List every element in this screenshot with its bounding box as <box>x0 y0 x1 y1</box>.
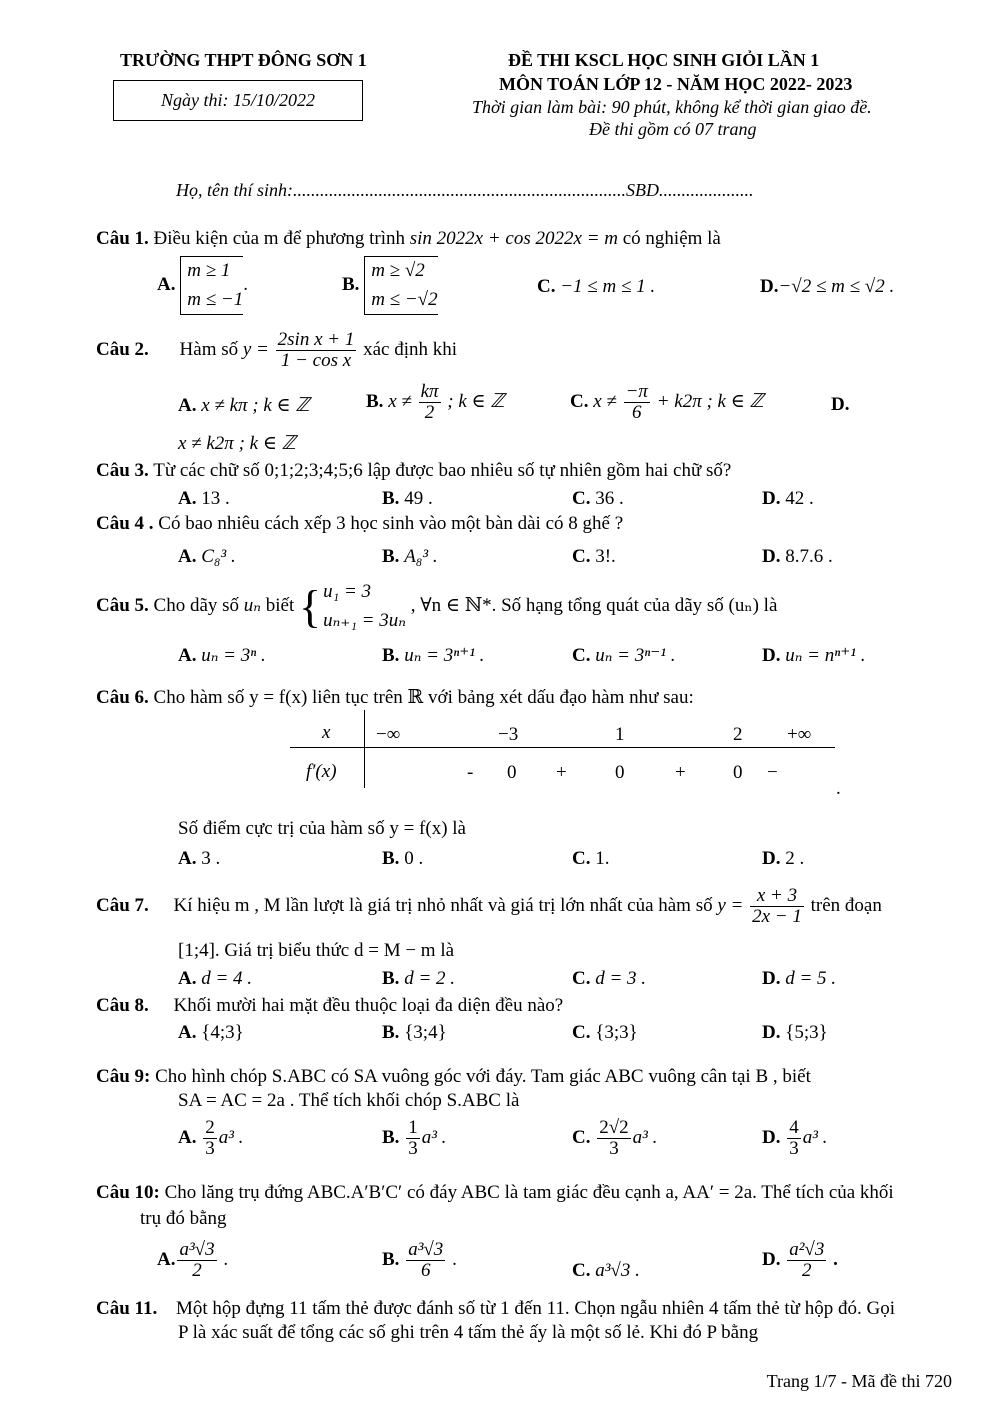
q6-option-d[interactable]: D. 2 . <box>762 848 805 869</box>
table-sign: + <box>556 762 567 783</box>
table-x-label: x <box>322 722 331 743</box>
q4-option-d[interactable]: D. 8.7.6 . <box>762 546 833 567</box>
q8-option-b[interactable]: B. {3;4} <box>382 1022 447 1043</box>
table-x-value: −∞ <box>376 724 401 745</box>
q5-option-c[interactable]: C. uₙ = 3ⁿ⁻¹ . <box>572 645 676 666</box>
question-9-line2: SA = AC = 2a . Thể tích khối chóp S.ABC là <box>178 1090 520 1111</box>
table-x-value: −3 <box>498 724 519 745</box>
exam-date: Ngày thi: 15/10/2022 <box>161 90 315 110</box>
q7-option-b[interactable]: B. d = 2 . <box>382 968 456 989</box>
q1-option-b[interactable]: B. m ≥ √2 m ≤ −√2 <box>342 256 438 315</box>
q4-option-a[interactable]: A. C₈³ . <box>178 546 236 567</box>
question-8: Câu 8. Khối mười hai mặt đều thuộc loại đa diện đều nào? <box>96 995 564 1016</box>
q1-option-a[interactable]: A. m ≥ 1 m ≤ −1. <box>157 256 248 315</box>
exam-title: ĐỀ THI KSCL HỌC SINH GIỎI LẦN 1 <box>508 50 820 70</box>
table-x-value: 2 <box>733 724 743 745</box>
question-11: Câu 11. Một hộp đựng 11 tấm thẻ được đánh số từ 1 đến 11. Chọn ngẫu nhiên 4 tấm thẻ từ hộp đó. Gọi <box>96 1298 895 1319</box>
q2-option-d[interactable]: x ≠ k2π ; k ∈ ℤ <box>178 433 296 454</box>
q9-option-c[interactable]: C. $\frac{2√2}{3}$ a³ . <box>572 1117 658 1159</box>
q4-option-b[interactable]: B. A₈³ . <box>382 546 438 567</box>
q8-option-d[interactable]: D. {5;3} <box>762 1022 828 1043</box>
table-sign: 0 <box>615 762 625 783</box>
question-10: Câu 10: Cho lăng trụ đứng ABC.A′B′C′ có đáy ABC là tam giác đều cạnh a, AA′ = 2a. Thể tích của khối <box>96 1182 894 1203</box>
school-name: TRƯỜNG THPT ĐÔNG SƠN 1 <box>120 50 367 70</box>
q6-option-b[interactable]: B. 0 . <box>382 848 424 869</box>
question-1: Câu 1. Điều kiện của m để phương trình sin 2022x + cos 2022x = m có nghiệm là <box>96 228 721 249</box>
question-6: Câu 6. Cho hàm số y = f(x) liên tục trên ℝ với bảng xét dấu đạo hàm như sau: <box>96 687 694 708</box>
question-7: Câu 7. Kí hiệu m , M lần lượt là giá trị nhỏ nhất và giá trị lớn nhất của hàm số y = $\frac{x + 3}{2x - 1}$ trên đoạn <box>96 885 882 927</box>
table-x-value: +∞ <box>787 724 812 745</box>
q7-option-c[interactable]: C. d = 3 . <box>572 968 647 989</box>
question-5: Câu 5. Cho dãy số uₙ biết { u₁ = 3 uₙ₊₁ = 3uₙ , ∀n ∈ ℕ*. Số hạng tổng quát của dãy số (uₙ) là <box>96 580 778 632</box>
q5-option-b[interactable]: B. uₙ = 3ⁿ⁺¹ . <box>382 645 485 666</box>
page-footer: Trang 1/7 - Mã đề thi 720 <box>766 1371 952 1391</box>
q1-option-d[interactable]: D.−√2 ≤ m ≤ √2 . <box>760 276 895 297</box>
q5-option-a[interactable]: A. uₙ = 3ⁿ . <box>178 645 266 666</box>
q3-option-d[interactable]: D. 42 . <box>762 488 814 509</box>
question-3: Câu 3. Từ các chữ số 0;1;2;3;4;5;6 lập được bao nhiêu số tự nhiên gồm hai chữ số? <box>96 460 732 481</box>
q6-option-a[interactable]: A. 3 . <box>178 848 221 869</box>
table-sign: 0 <box>507 762 517 783</box>
q8-option-a[interactable]: A. {4;3} <box>178 1022 244 1043</box>
table-vline <box>364 710 365 788</box>
question-label: Câu 1. <box>96 228 149 249</box>
q1-option-c[interactable]: C. −1 ≤ m ≤ 1 . <box>537 276 656 297</box>
q5-option-d[interactable]: D. uₙ = nⁿ⁺¹ . <box>762 645 866 666</box>
q3-option-c[interactable]: C. 36 . <box>572 488 624 509</box>
exam-date-box <box>113 80 363 121</box>
table-hline <box>290 747 835 748</box>
q3-option-b[interactable]: B. 49 . <box>382 488 433 509</box>
question-4: Câu 4 . Có bao nhiêu cách xếp 3 học sinh vào một bàn dài có 8 ghế ? <box>96 513 624 534</box>
exam-subject: MÔN TOÁN LỚP 12 - NĂM HỌC 2022- 2023 <box>499 74 853 94</box>
question-2: Câu 2. Hàm số y = $\frac{\text{2sin x + 1}}{\text{1 − cos x}}$ xác định khi <box>96 329 458 371</box>
q4-option-c[interactable]: C. 3!. <box>572 546 616 567</box>
q2-option-c[interactable]: C. x ≠ $\frac{-\pi}{6}$ + k2π ; k ∈ ℤ <box>570 381 764 423</box>
q10-option-b[interactable]: B. $\frac{\text{a³√3}}{6}$ . <box>382 1239 457 1281</box>
table-sign: − <box>767 762 778 783</box>
q10-option-d[interactable]: D. $\frac{\text{a²√3}}{2}$ . <box>762 1239 838 1281</box>
table-sign: + <box>675 762 686 783</box>
question-7-line2: [1;4]. Giá trị biểu thức d = M − m là <box>178 940 455 961</box>
q9-option-a[interactable]: A. $\frac{2}{3}$ a³ . <box>178 1117 244 1159</box>
student-info-line: Họ, tên thí sinh:..........................................................................SBD..................... <box>176 180 754 200</box>
pages-note: Đề thi gồm có 07 trang <box>589 119 757 139</box>
question-11-line2: P là xác suất để tổng các số ghi trên 4 tấm thẻ ấy là một số lẻ. Khi đó P bằng <box>178 1322 759 1343</box>
q9-option-b[interactable]: B. $\frac{1}{3}$ a³ . <box>382 1117 447 1159</box>
table-dot: . <box>836 778 841 799</box>
brace-icon: { <box>299 580 322 632</box>
q7-option-d[interactable]: D. d = 5 . <box>762 968 837 989</box>
table-fprime-label: f′(x) <box>306 761 337 782</box>
q8-option-c[interactable]: C. {3;3} <box>572 1022 638 1043</box>
q6-option-c[interactable]: C. 1. <box>572 848 610 869</box>
question-10-line2: trụ đó bằng <box>140 1208 227 1229</box>
table-x-value: 1 <box>615 724 625 745</box>
time-note: Thời gian làm bài: 90 phút, không kể thời gian giao đề. <box>472 97 872 117</box>
q10-option-c[interactable]: C. a³√3 . <box>572 1260 640 1281</box>
q9-option-d[interactable]: D. $\frac{4}{3}$ a³ . <box>762 1117 828 1159</box>
q2-option-a[interactable]: A. x ≠ kπ ; k ∈ ℤ <box>178 395 310 416</box>
q3-option-a[interactable]: A. 13 . <box>178 488 230 509</box>
question-9: Câu 9: Cho hình chóp S.ABC có SA vuông góc với đáy. Tam giác ABC vuông cân tại B , biết <box>96 1066 811 1087</box>
question-6-prompt: Số điểm cực trị của hàm số y = f(x) là <box>178 818 466 839</box>
table-sign: 0 <box>733 762 743 783</box>
sign-table <box>290 716 835 788</box>
table-sign: - <box>467 762 474 783</box>
q2-option-b[interactable]: B. x ≠ $\frac{k\pi}{2}$ ; k ∈ ℤ <box>366 381 505 423</box>
q7-option-a[interactable]: A. d = 4 . <box>178 968 253 989</box>
q2-option-d-label[interactable]: D. <box>831 394 850 415</box>
q10-option-a[interactable]: A. $\frac{\text{a³√3}}{2}$ . <box>157 1239 229 1281</box>
